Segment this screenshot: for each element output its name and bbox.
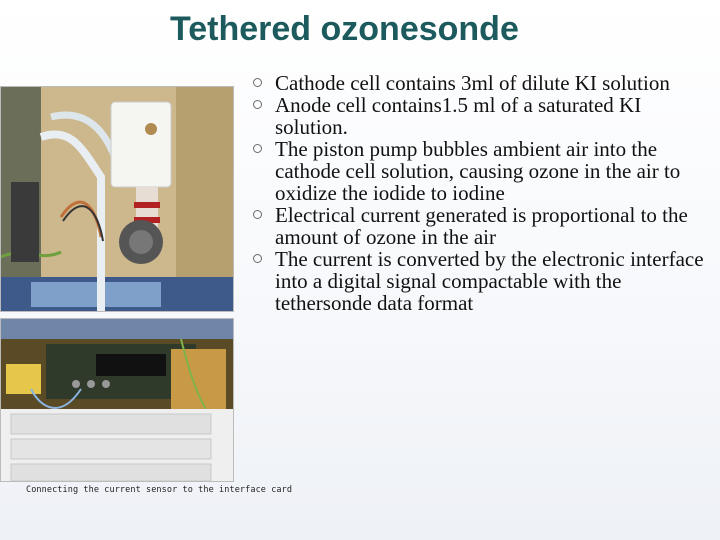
- ring-bullet-icon: [253, 100, 262, 109]
- bullet-text: Anode cell contains1.5 ml of a saturated KI solution.: [275, 93, 642, 139]
- bullet-item: [244, 204, 704, 248]
- bullet-text: Electrical current generated is proportional to the amount of ozone in the air: [275, 203, 688, 249]
- bullet-item: [244, 72, 704, 94]
- ring-bullet-icon: [253, 210, 262, 219]
- ring-bullet-icon: [253, 78, 262, 87]
- interface-card-photo: [0, 318, 234, 482]
- bullet-item: [244, 248, 704, 314]
- bullet-item: [244, 94, 704, 138]
- bullet-text: The piston pump bubbles ambient air into the cathode cell solution, causing ozone in the air to oxidize the iodide to iodine: [275, 137, 681, 205]
- bullet-text: The current is converted by the electronic interface into a digital signal compactable with the tethersonde data format: [275, 247, 704, 315]
- bullet-text: Cathode cell contains 3ml of dilute KI solution: [275, 71, 670, 95]
- ozonesonde-cell-photo: [0, 86, 234, 312]
- bullet-item: [244, 138, 704, 204]
- ring-bullet-icon: [253, 254, 262, 263]
- bullet-list: [244, 72, 704, 314]
- photo-caption: Connecting the current sensor to the interface card: [26, 485, 293, 495]
- ring-bullet-icon: [253, 144, 262, 153]
- slide-title: Tethered ozonesonde: [170, 10, 519, 48]
